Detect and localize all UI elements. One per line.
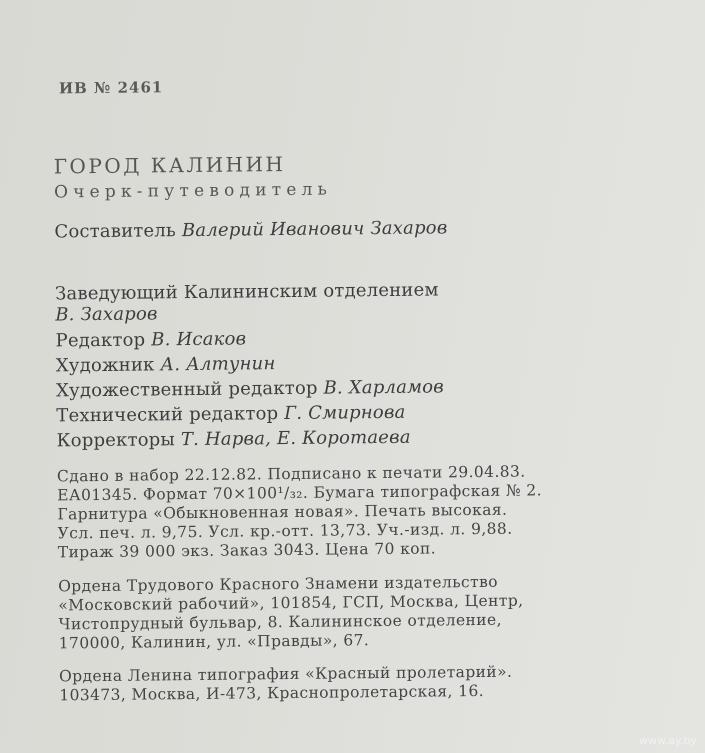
publisher-line: Ордена Трудового Красного Знамени издательство — [58, 572, 499, 596]
print-info-line: Тираж 39 000 экз. Заказ 3043. Цена 70 коп. — [57, 539, 437, 562]
compiler-label: Составитель — [54, 220, 177, 243]
publisher-line: Чистопрудный бульвар, 8. Калининское отделение, — [58, 610, 502, 634]
ib-number: ИВ № 2461 — [58, 78, 164, 98]
credit-head-label: Заведующий Калининским отделением — [54, 279, 439, 305]
credit-art-editor — [56, 376, 444, 401]
printer-line: 103473, Москва, И-473, Краснопролетарская, 16. — [59, 681, 485, 705]
printer-line: Ордена Ленина типография «Красный пролетарий». — [58, 662, 513, 686]
print-info-line: ЕА01345. Формат 70×100¹/₃₂. Бумага типографская № 2. — [57, 481, 542, 505]
credit-name: Т. Нарва, Е. Коротаева — [180, 426, 411, 451]
credit-artist — [56, 353, 276, 376]
credit-proofreaders — [57, 427, 411, 452]
credit-head-name: В. Захаров — [55, 303, 158, 326]
credit-name: А. Алтунин — [160, 353, 276, 376]
compiler-name: Валерий Иванович Захаров — [181, 217, 448, 242]
publisher-line: «Московский рабочий», 101854, ГСП, Москва, Центр, — [58, 591, 524, 615]
credit-label: Художник — [55, 354, 155, 377]
credit-label: Редактор — [55, 329, 146, 352]
book-subtitle: Очерк-путеводитель — [53, 179, 333, 203]
credit-tech-editor — [56, 402, 405, 427]
credit-name: В. Харламов — [323, 376, 445, 399]
credit-label: Корректоры — [56, 429, 176, 452]
credit-name: В. Исаков — [151, 328, 247, 351]
book-title: ГОРОД КАЛИНИН — [53, 152, 286, 179]
credit-editor — [55, 328, 246, 351]
print-info-line: Усл. печ. л. 9,75. Усл. кр.-отт. 13,73. Уч.-изд. л. 9,88. — [57, 519, 513, 543]
print-info-line: Сдано в набор 22.12.82. Подписано к печати 29.04.83. — [56, 462, 526, 486]
credit-label: Художественный редактор — [55, 377, 318, 402]
credit-name: Г. Смирнова — [284, 401, 406, 425]
compiler-line — [54, 217, 447, 242]
publisher-line: 170000, Калинин, ул. «Правды», 67. — [58, 631, 370, 653]
watermark-text: www.ay.by — [638, 734, 697, 747]
credit-label: Технический редактор — [56, 403, 279, 427]
print-info-line: Гарнитура «Обыкновенная новая». Печать высокая. — [57, 500, 508, 524]
